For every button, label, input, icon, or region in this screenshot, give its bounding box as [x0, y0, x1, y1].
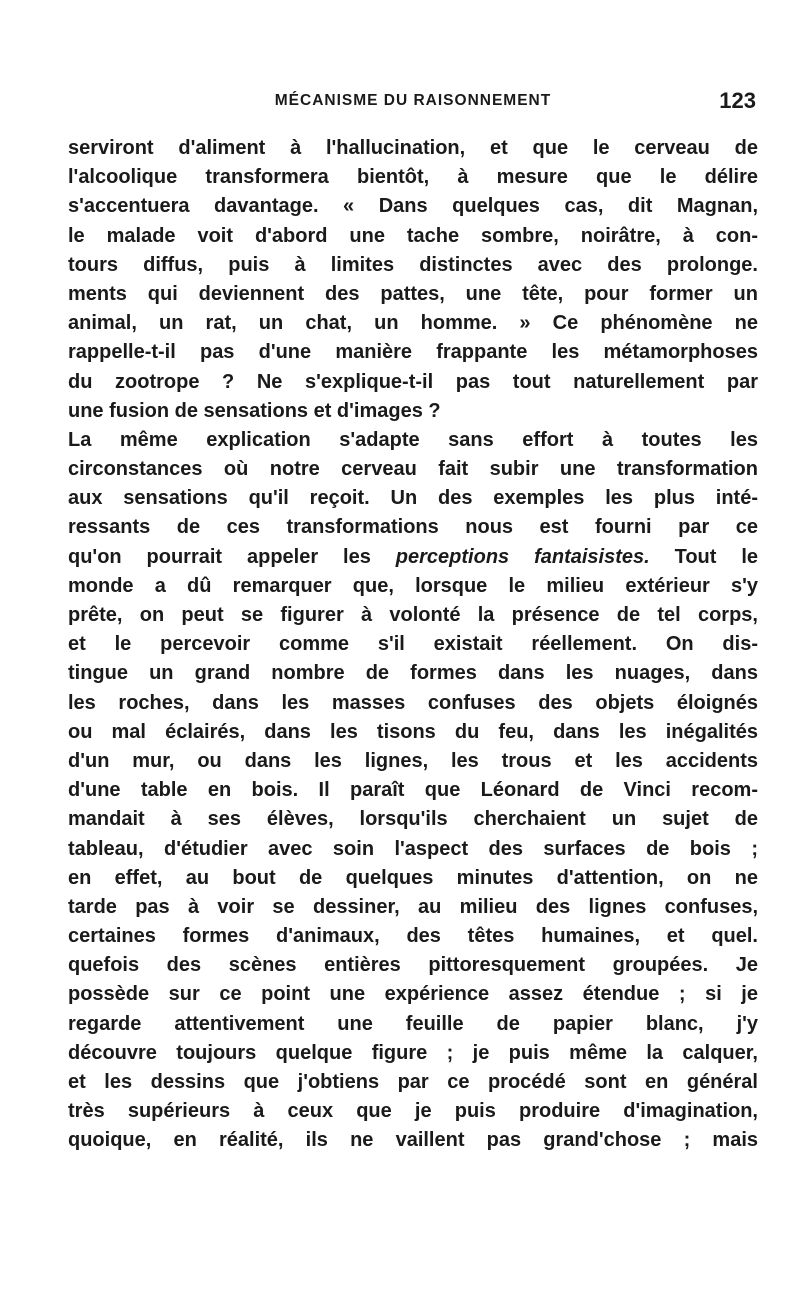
- text-line: quefois des scènes entières pittoresquement groupées. Je: [68, 954, 758, 977]
- running-title: MÉCANISME DU RAISONNEMENT: [274, 92, 552, 109]
- text-line: serviront d'aliment à l'hallucination, et que le cerveau de: [68, 137, 758, 159]
- text-line: aux sensations qu'il reçoit. Un des exemples les plus inté-: [68, 487, 758, 510]
- text-line: d'un mur, ou dans les lignes, les trous et les accidents: [68, 749, 758, 772]
- text-segment: qu'on pourrait appeler les: [68, 545, 371, 568]
- text-line: très supérieurs à ceux que je puis produire d'imagination,: [68, 1100, 758, 1123]
- text-line: tours diffus, puis à limites distinctes avec des prolonge.: [68, 253, 758, 276]
- text-line: La même explication s'adapte sans effort à toutes les: [68, 428, 758, 451]
- text-line: ou mal éclairés, dans les tisons du feu, dans les inégalités: [68, 720, 758, 743]
- text-line: tarde pas à voir se dessiner, au milieu des lignes confuses,: [68, 895, 758, 918]
- text-line: ressants de ces transformations nous est fourni par ce: [68, 516, 758, 539]
- text-line: d'une table en bois. Il paraît que Léonard de Vinci recom-: [68, 779, 758, 802]
- running-head: [68, 88, 758, 122]
- text-line: tableau, d'étudier avec soin l'aspect des surfaces de bois ;: [68, 837, 758, 860]
- text-line: et les dessins que j'obtiens par ce procédé sont en général: [68, 1071, 758, 1093]
- text-line: mandait à ses élèves, lorsqu'ils cherchaient un sujet de: [68, 808, 758, 831]
- book-page: [68, 0, 758, 1289]
- text-line: une fusion de sensations et d'images ?: [68, 399, 441, 422]
- text-line: les roches, dans les masses confuses des objets éloignés: [68, 691, 758, 714]
- text-line: regarde attentivement une feuille de papier blanc, j'y: [68, 1012, 758, 1035]
- text-line: en effet, au bout de quelques minutes d'attention, on ne: [68, 866, 758, 889]
- text-line: possède sur ce point une expérience assez étendue ; si je: [68, 983, 758, 1006]
- text-line: rappelle-t-il pas d'une manière frappante les métamorphoses: [68, 341, 758, 364]
- text-segment: Tout le: [674, 545, 758, 568]
- text-line: certaines formes d'animaux, des têtes humaines, et quel.: [68, 925, 758, 948]
- text-line: monde a dû remarquer que, lorsque le milieu extérieur s'y: [68, 574, 758, 597]
- text-line: animal, un rat, un chat, un homme. » Ce phénomène ne: [68, 312, 758, 335]
- text-line: et le percevoir comme s'il existait réellement. On dis-: [68, 633, 758, 656]
- text-line: quoique, en réalité, ils ne vaillent pas grand'chose ; mais: [68, 1129, 758, 1152]
- text-line-with-italic: [68, 543, 758, 572]
- italic-term: perceptions fantaisistes.: [395, 545, 650, 568]
- text-line: circonstances où notre cerveau fait subir une transformation: [68, 458, 758, 481]
- text-line: tingue un grand nombre de formes dans les nuages, dans: [68, 662, 758, 685]
- body-text: [68, 134, 758, 1156]
- page-number: 123: [719, 88, 756, 113]
- text-line: ments qui deviennent des pattes, une tête, pour former un: [68, 282, 758, 305]
- text-line: s'accentuera davantage. « Dans quelques cas, dit Magnan,: [68, 195, 758, 218]
- text-line: le malade voit d'abord une tache sombre, noirâtre, à con-: [68, 224, 758, 247]
- text-line: découvre toujours quelque figure ; je puis même la calquer,: [68, 1041, 758, 1064]
- text-line: du zootrope ? Ne s'explique-t-il pas tout naturellement par: [68, 370, 758, 393]
- text-line: prête, on peut se figurer à volonté la présence de tel corps,: [68, 604, 758, 626]
- text-line: l'alcoolique transformera bientôt, à mesure que le délire: [68, 166, 758, 189]
